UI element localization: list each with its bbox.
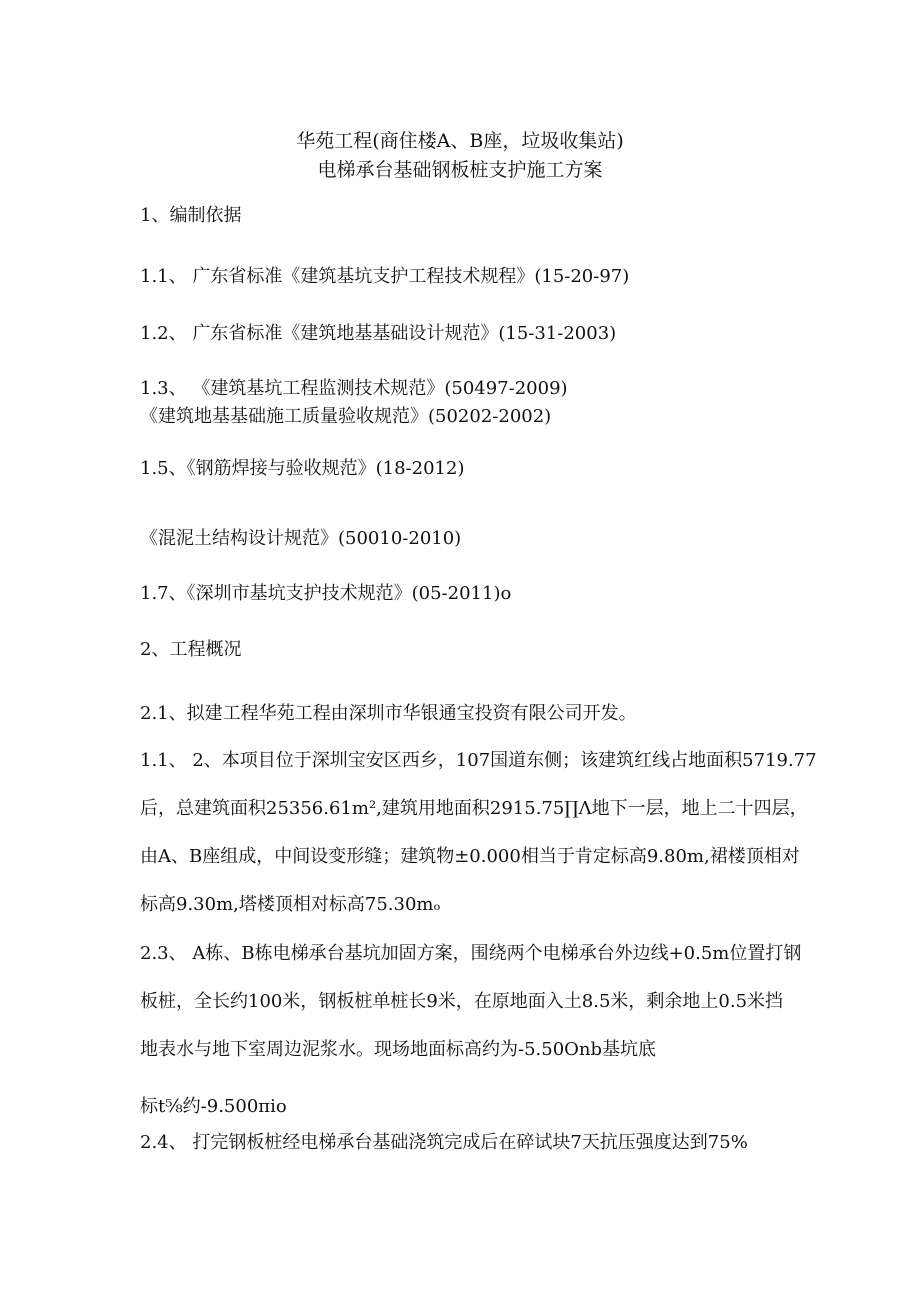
overview-paragraph-line: 标t⅝约-9.500πio [140,1096,287,1117]
overview-paragraph-line: 由A、B座组成，中间设变形缝；建筑物±0.000相当于肯定标高9.80m,裙楼顶相对 [140,846,800,867]
reference-item: 1.5、《钢筋焊接与验收规范》(18-2012) [140,458,465,479]
reference-item: 1.3、 《建筑基坑工程监测技术规范》(50497-2009) [140,378,568,399]
section-2-heading: 2、工程概况 [140,639,242,660]
overview-paragraph-2-4: 2.4、 打完钢板桩经电梯承台基础浇筑完成后在碎试块7天抗压强度达到75% [140,1132,748,1153]
section-1-heading: 1、编制依据 [140,205,242,226]
document-title-line-1: 华苑工程(商住楼A、B座，垃圾收集站) [296,130,624,152]
overview-paragraph-line: 板桩，全长约100米，钢板桩单桩长9米，在原地面入土8.5米，剩余地上0.5米挡 [140,991,784,1012]
reference-item: 《混泥土结构设计规范》(50010-2010) [140,528,462,549]
reference-item: 《建筑地基基础施工质量验收规范》(50202-2002) [140,406,552,427]
overview-paragraph-line: 1.1、 2、本项目位于深圳宝安区西乡，107国道东侧；该建筑红线占地面积5719.77 [140,750,817,771]
overview-paragraph-line: 标高9.30m,塔楼顶相对标高75.30mₒ [140,894,441,915]
overview-paragraph-line: 后，总建筑面积25356.61m²,建筑用地面积2915.75∏Λ地下一层，地上二十四层， [140,798,808,819]
overview-paragraph-2-1: 2.1、拟建工程华苑工程由深圳市华银通宝投资有限公司开发。 [140,703,637,724]
overview-paragraph-line: 地表水与地下室周边泥浆水。现场地面标高约为-5.50Onb基坑底 [140,1039,657,1060]
reference-item: 1.2、 广东省标准《建筑地基基础设计规范》(15-31-2003) [140,323,617,344]
overview-paragraph-line: 2.3、 A栋、B栋电梯承台基坑加固方案，围绕两个电梯承台外边线+0.5m位置打钢 [140,943,802,964]
reference-item: 1.7、《深圳市基坑支护技术规范》(05-2011)o [140,583,512,604]
document-title-line-2: 电梯承台基础钢板桩支护施工方案 [317,159,603,181]
reference-item: 1.1、 广东省标准《建筑基坑支护工程技术规程》(15-20-97) [140,266,630,287]
